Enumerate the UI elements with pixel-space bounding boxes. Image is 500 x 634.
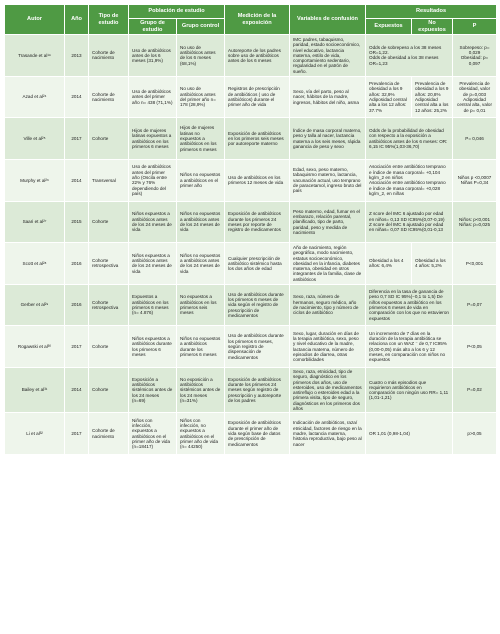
header-expuestos: Expuestos [366,19,412,35]
table-row [5,413,497,455]
table-row [5,76,497,118]
table-row [5,159,497,201]
cell-grupo-control: No expuestos a antibióticos en los primeros seis meses [177,284,225,326]
cell-autor: Gerber et al²⁹ [5,284,65,326]
cell-autor: Trasande et al¹⁹ [5,35,65,77]
cell-grupo-control: Niños no expuestos a antibióticos en el primer año [177,159,225,201]
header-poblacion: Población de estudio [129,5,225,19]
header-grupo-estudio: Grupo de estudio [129,19,177,35]
cell-expuestos: Obesidad a los 4 años: 6,4% [366,243,412,285]
cell-grupo-estudio: Uso de antibióticos antes del primer año n= 438 (71,1%) [129,76,177,118]
cell-expuestos: Cuatro o más episodios que requirieron antibióticos en comparación con ningún uso RR= 1,11 (1,01-1,21) [366,367,453,412]
cell-medicion: Uso de antibióticos durante los primeros 6 meses, según registro de dispensación de medicamentos [225,326,290,368]
cell-grupo-estudio: Uso de antibióticos antes de los 6 meses (31,9%) [129,35,177,77]
table-row [5,284,497,326]
header-resultados: Resultados [366,5,497,19]
cell-no-expuestos: Prevalencia de obesidad a los 9 años: 20,8% Adiposidad central alta a los 12 años: 25,2% [412,76,453,118]
cell-anio: 2017 [65,118,89,160]
cell-anio: 2014 [65,76,89,118]
table-row [5,326,497,368]
cell-grupo-control: No uso de antibióticos antes del primer año n= 178 (28,9%) [177,76,225,118]
cell-p: P<0,001 [453,243,497,285]
cell-grupo-control: Niños no expuestos a antibióticos durante los primeros 6 meses [177,326,225,368]
cell-autor: Rogawski et al³⁰ [5,326,65,368]
header-autor: Autor [5,5,65,35]
cell-variables: Sexo, raza, etnicidad, tipo de seguro, diagnóstico en los primeros dos años, uso de esteroides, uso de medicamentos antireflujo o esteroides edad a la primera visita, tipo de seguro, diagnósticos en los primeros dos años [290,367,366,412]
cell-autor: Bailey et al³¹ [5,367,65,412]
cell-anio: 2017 [65,326,89,368]
cell-anio: 2014 [65,159,89,201]
cell-grupo-estudio: Niños expuestos a antibióticos antes de los 24 meses de vida [129,243,177,285]
cell-p: Sobrepeso: p= 0,029 Obesidad: p= 0,097 [453,35,497,77]
cell-grupo-control: Niños no expuestos a antibióticos antes de los 24 meses de vida [177,201,225,243]
cell-autor: Scott et al²⁸ [5,243,65,285]
cell-medicion: Uso de antibióticos durante los primeros 6 meses de vida según el registro de prescripción de medicamentos [225,284,290,326]
cell-grupo-control: No uso de antibióticos antes de los 6 meses (68,1%) [177,35,225,77]
results-table-container [4,4,496,630]
cell-p: Niños: p<0,001 Niñas: p=0,025 [453,201,497,243]
cell-variables: Sexo, lugar, duración en días de la terapia antibiótica, sexo, peso y nivel educativo de la madre, lactancia materna, número de episodios de diarrea, otras comorbilidades [290,326,366,368]
cell-tipo: Cohorte de nacimiento [89,76,129,118]
cell-variables: Sexo, vía del parto, peso al nacer, hábitos de la madre, ingresos, hábitos del niño, asma [290,76,366,118]
cell-grupo-estudio: Niños expuestos a antibióticos durante los primeros 6 meses [129,326,177,368]
cell-expuestos: Asociación entre antibiótico temprano e índice de masa corporal= +0,104 kg/m_2 en niños Asociación entre antibiótico temprano e índice de masa corporal= +0,028 kg/m_2, en niñas [366,159,453,201]
cell-grupo-estudio: Expuestos a antibióticos en los primeros 6 meses (n= 4.876) [129,284,177,326]
cell-medicion: Cualquier prescripción de antibiótico sistémico hasta los dos años de edad [225,243,290,285]
cell-p: p>0,05 [453,413,497,455]
cell-expuestos: Un incremento de 7 días en la duración de la terapia antibiótica se relaciona con un WAZ ⁻ de 0,7 IC95%(0,00-0,05) más alto a los 6 y 12 meses, en comparación con niños no expuestos [366,326,453,368]
cell-expuestos: Odds de la probabilidad de obesidad con respecto a la exposición a antibióticos antes de los 6 meses: OR: 6,15 IC 95%(1,03-36,70) [366,118,453,160]
header-no-expuestos: No expuestos [412,19,453,35]
cell-medicion: Exposición de antibióticos en los primeros seis meses por autoreporte materno [225,118,290,160]
table-row [5,201,497,243]
header-anio: Año [65,5,89,35]
header-p: P [453,19,497,35]
results-table [4,4,497,455]
cell-medicion: Exposición de antibióticos durante los primeros 24 meses según registro de prescripción y autoreporte de los padres [225,367,290,412]
table-header [5,5,497,35]
cell-grupo-control: Hijos de mujeres latinas no expuestos a antibióticos en los primeros 6 meses [177,118,225,160]
cell-anio: 2016 [65,284,89,326]
table-row [5,35,497,77]
cell-tipo: Cohorte de nacimiento [89,413,129,455]
table-row [5,243,497,285]
cell-medicion: Exposición de antibióticos durante los primeros 24 meses por reporte de registro de medicamentos [225,201,290,243]
cell-tipo: Cohorte [89,118,129,160]
cell-variables: Índice de masa corporal materno, peso y talla al nacer, lactancia materna a los seis meses, rápida ganancia de peso y sexo [290,118,366,160]
cell-p: P=0,07 [453,284,497,326]
table-body [5,35,497,455]
cell-grupo-estudio: Exposición a antibióticos sistémicos antes de los 24 meses (n=69) [129,367,177,412]
cell-grupo-control: Niños con infección, no expuestos a antibióticos en el primer año de vida (n= 44250) [177,413,225,455]
cell-p: Prevalencia de obesidad, valor de p=0,003 Adiposidad central alta, valor de p= 0,01 [453,76,497,118]
header-grupo-control: Grupo control [177,19,225,35]
cell-anio: 2013 [65,35,89,77]
cell-expuestos: Prevalencia de obesidad a los 9 años: 32,9% Adiposidad central alta a los 12 años: 37.7% [366,76,412,118]
cell-autor: Ville et al²⁵ [5,118,65,160]
cell-anio: 2017 [65,413,89,455]
cell-variables: Indicación de antibióticos, raza/ etnicidad, factores de riesgo en la madre, lactancia materna, historia reproductiva, bajo peso al nacer [290,413,366,455]
cell-tipo: Cohorte retrospectiva [89,284,129,326]
cell-tipo: Cohorte [89,201,129,243]
cell-tipo: Cohorte de nacimiento [89,35,129,77]
cell-tipo: Cohorte [89,367,129,412]
cell-p: P=0,02 [453,367,497,412]
cell-expuestos: Odds de sobrepeso a los 38 meses OR=1,22. Odds de obesidad a los 38 meses OR=1,23 [366,35,453,77]
cell-grupo-estudio: Niños expuestos a antibióticos antes de los 24 meses de vida [129,201,177,243]
cell-medicion: Uso de antibióticos en los primeros 12 meses de vida [225,159,290,201]
cell-variables: IMC padres, tabaquismo, paridad, estado socioeconómico, nivel educativo, lactancia materna, estilo de vida, comportamiento sedentario, regularidad en el patrón de sueño. [290,35,366,77]
cell-p: P<0,05 [453,326,497,368]
cell-autor: Murphy et al²⁶ [5,159,65,201]
cell-autor: Li et al³² [5,413,65,455]
header-variables: Variables de confusión [290,5,366,35]
cell-autor: Saari et al²⁷ [5,201,65,243]
table-row [5,367,497,412]
cell-p: P= 0,046 [453,118,497,160]
table-row [5,118,497,160]
cell-no-expuestos: Obesidad a los 4 años: 5,2% [412,243,453,285]
cell-tipo: Cohorte retrospectiva [89,243,129,285]
cell-autor: Azad et al²⁴ [5,76,65,118]
cell-medicion: Exposición de antibióticos durante el primer año de vida según base de datos de prescripción de medicamentos [225,413,290,455]
cell-grupo-control: No exposición a antibióticos sistémicos antes de los 24 meses (n=31%) [177,367,225,412]
cell-anio: 2014 [65,367,89,412]
cell-tipo: Cohorte [89,326,129,368]
cell-tipo: Transversal [89,159,129,201]
cell-expuestos: OR 1,01 (0,98-1,04) [366,413,453,455]
cell-expuestos: Z score del IMC 6 ajustado por edad en niños= 0,13 SD IC95%(0,07-0,19) Z score del IMC 6 ajustado por edad en niñas= 0,07 SD IC95%(0,01-0,13 [366,201,453,243]
cell-grupo-control: Niños no expuestos a antibióticos antes de los 24 meses de vida [177,243,225,285]
cell-anio: 2016 [65,243,89,285]
cell-variables: Año de nacimiento, región geográfica, modo nacimiento, estatus socioeconómico, obesidad en la infancia, diabetes materna, obesidad en otros integrantes de la familia, clase de antibióticos [290,243,366,285]
cell-variables: Edad, sexo, peso materno, tabaquismo materno, lactancia, vacunación actual, uso temprano de paracetamol, ingreso bruto del país [290,159,366,201]
header-tipo: Tipo de estudio [89,5,129,35]
cell-medicion: Autoreporte de los padres sobre uso de antibióticos antes de los 6 meses [225,35,290,77]
cell-p: Niños p <0,0007 Niñas P=0,34 [453,159,497,201]
cell-variables: Peso materno, edad, fumar en el embarazo, relación parental, planificado, tipo de parto, paridad, peso y medida de nacimiento [290,201,366,243]
cell-grupo-estudio: Niños con infección, expuestos a antibióticos en el primer año de vida (n=18417) [129,413,177,455]
cell-expuestos: Diferencia en la tasa de ganancia de peso 0,7 SD IC 95%(−0,1 to 1,5) De niños expuestos a antibiótico en los primeros 6 meses de vida en comparación con los que no estuvieron expuestos [366,284,453,326]
cell-grupo-estudio: Uso de antibióticos antes del primer año (Oscila entre 22% y 76% dependiendo del país) [129,159,177,201]
cell-anio: 2015 [65,201,89,243]
cell-variables: Sexo, raza, número de hermanos, seguro médico, año de nacimiento, tipo y número de ciclos de antibiótico [290,284,366,326]
header-medicion: Medición de la exposición [225,5,290,35]
cell-medicion: Registros de prescripción de antibióticos ( uso de antibióticos) durante el primer año de vida [225,76,290,118]
cell-grupo-estudio: Hijos de mujeres latinas expuestos a antibióticos en los primeros 6 meses [129,118,177,160]
